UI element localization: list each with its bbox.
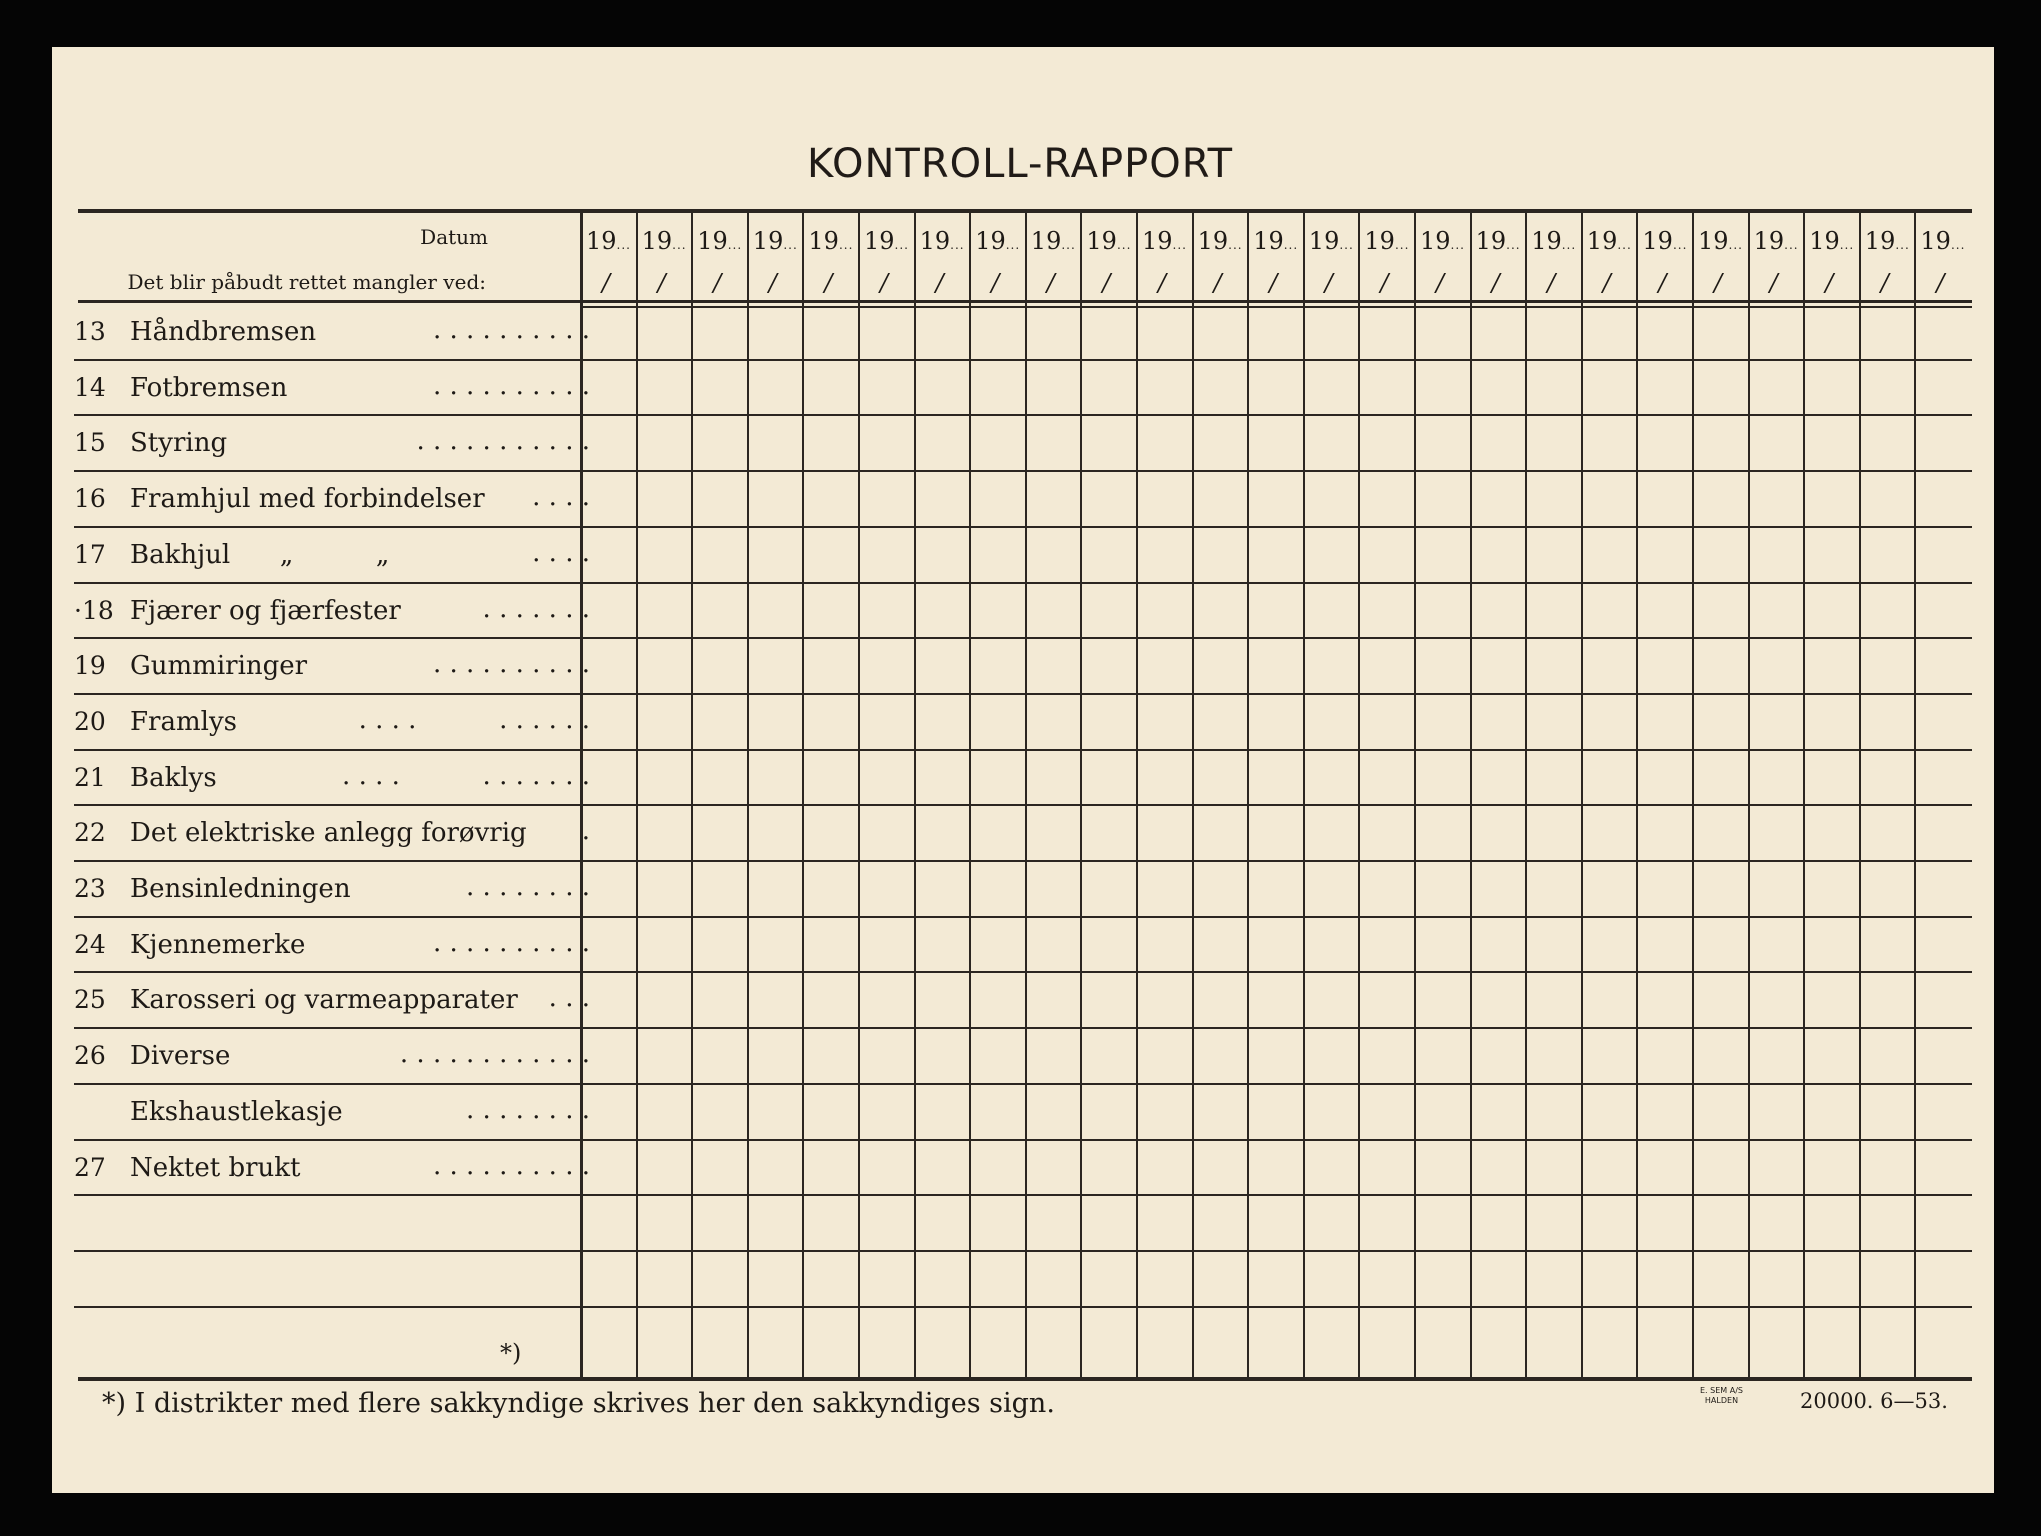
item-label: Ekshaustlekasje xyxy=(130,1096,343,1127)
year-prefix-text: 19 xyxy=(864,227,895,255)
date-slash: / xyxy=(1547,269,1556,297)
year-prefix xyxy=(1198,227,1243,255)
row-line xyxy=(74,693,1972,695)
bottom-rule xyxy=(78,1377,1972,1381)
item-leader-dots: . . . . . . . . . . . xyxy=(416,426,590,457)
year-prefix-text: 19 xyxy=(752,227,784,255)
item-label: Bensinledningen xyxy=(130,874,351,904)
item-leader-dots: . . . . xyxy=(532,482,590,513)
footnote: *) I distrikter med flere sakkyndige skrives her den sakkyndiges sign. xyxy=(102,1388,1055,1419)
year-prefix xyxy=(1309,227,1354,255)
year-blank: ... xyxy=(838,238,854,252)
year-blank: ... xyxy=(1561,238,1577,252)
printer-mark xyxy=(1700,1386,1743,1406)
item-leader-dots: . . . . . . . . . . xyxy=(432,370,590,401)
year-prefix-text: 19 xyxy=(697,227,728,255)
date-slash: / xyxy=(1769,269,1778,297)
item-leader-dots: . . . . . . . . . . . xyxy=(342,760,590,791)
year-blank: ... xyxy=(1950,238,1966,252)
date-slash: / xyxy=(1602,269,1611,297)
year-prefix-text: 19 xyxy=(1086,227,1117,255)
column-line xyxy=(1803,213,1805,1377)
year-prefix xyxy=(1809,227,1854,255)
date-slash: / xyxy=(1936,269,1945,297)
year-blank: ... xyxy=(950,238,965,252)
date-slash: / xyxy=(602,269,611,297)
date-slash: / xyxy=(991,269,1000,297)
row-line xyxy=(74,1250,1972,1252)
item-number: 20 xyxy=(74,706,106,736)
year-prefix-text: 19 xyxy=(1420,227,1451,255)
item-label: Gummiringer xyxy=(130,651,308,682)
year-prefix-text: 19 xyxy=(641,227,673,255)
date-slash: / xyxy=(1324,269,1333,297)
year-prefix-text: 19 xyxy=(1531,227,1562,255)
year-prefix-text: 19 xyxy=(1030,227,1062,255)
year-prefix xyxy=(1031,227,1076,255)
item-label: Framlys xyxy=(130,706,237,737)
column-line xyxy=(1414,213,1416,1377)
item-number: 23 xyxy=(74,874,106,903)
year-prefix xyxy=(1754,227,1799,255)
column-line xyxy=(1025,213,1027,1377)
item-number: 16 xyxy=(74,484,106,514)
year-prefix xyxy=(1642,227,1687,255)
column-line xyxy=(1080,213,1082,1377)
item-leader-dots: . . . . . . . . . . . . xyxy=(399,1039,590,1070)
row-line xyxy=(74,470,1972,472)
year-prefix-text: 19 xyxy=(1253,227,1284,255)
item-label: Framhjul med forbindelser xyxy=(130,484,485,515)
date-slash: / xyxy=(657,269,666,297)
item-leader-dots: . . . . . . . . . . xyxy=(432,649,590,680)
year-prefix xyxy=(753,227,798,255)
item-label: Kjennemerke xyxy=(130,929,306,960)
item-label: Bakhjul „ „ xyxy=(130,539,390,570)
year-prefix-text: 19 xyxy=(1364,227,1395,255)
year-prefix xyxy=(642,227,687,255)
row-line xyxy=(74,637,1972,639)
column-line xyxy=(1859,213,1861,1377)
item-label: Nektet brukt xyxy=(130,1152,301,1183)
item-number: 21 xyxy=(74,762,106,792)
item-label: Fotbremsen xyxy=(130,372,288,403)
column-line xyxy=(1247,213,1249,1377)
year-prefix-text: 19 xyxy=(586,227,617,255)
item-number: 17 xyxy=(74,539,106,569)
year-blank: ... xyxy=(672,238,687,252)
date-slash: / xyxy=(1714,269,1723,297)
year-blank: ... xyxy=(1728,238,1743,252)
item-label: Fjærer og fjærfester xyxy=(130,595,401,626)
year-blank: ... xyxy=(1005,238,1021,252)
year-prefix xyxy=(808,227,853,255)
year-blank: ... xyxy=(1172,238,1187,252)
year-prefix-text: 19 xyxy=(1586,227,1618,255)
item-leader-dots: . . . . . . . . . . xyxy=(358,704,590,735)
header-rule-inner xyxy=(580,306,1972,308)
year-prefix-text: 19 xyxy=(1475,227,1507,255)
column-line xyxy=(636,213,638,1377)
year-prefix xyxy=(1476,227,1521,255)
year-prefix xyxy=(975,227,1020,255)
date-slash: / xyxy=(880,269,889,297)
row-line xyxy=(74,971,1972,973)
datum-label: Datum xyxy=(420,225,488,249)
item-leader-dots: . . . . . . . xyxy=(482,593,590,624)
row-line xyxy=(74,1083,1972,1085)
year-blank: ... xyxy=(1895,238,1910,252)
item-label: Styring xyxy=(130,428,228,459)
item-label: Diverse xyxy=(130,1041,231,1072)
year-prefix xyxy=(1920,227,1965,255)
year-blank: ... xyxy=(783,238,798,252)
column-line xyxy=(747,213,749,1377)
row-line xyxy=(74,359,1972,361)
column-line xyxy=(1358,213,1360,1377)
date-slash: / xyxy=(1491,269,1500,297)
item-leader-dots: . . . xyxy=(548,983,590,1014)
year-blank: ... xyxy=(1283,238,1299,252)
year-prefix xyxy=(1142,227,1187,255)
year-prefix xyxy=(1420,227,1465,255)
item-number: 19 xyxy=(74,651,106,681)
item-label: Karosseri og varmeapparater xyxy=(130,985,518,1016)
year-prefix-text: 19 xyxy=(1308,227,1340,255)
column-line xyxy=(1636,213,1638,1377)
printer-name: E. SEM A/S xyxy=(1700,1386,1743,1395)
column-line xyxy=(914,213,916,1377)
date-slash: / xyxy=(1380,269,1389,297)
year-prefix xyxy=(586,227,631,255)
row-line xyxy=(74,1306,1972,1308)
year-blank: ... xyxy=(1672,238,1688,252)
form-title: KONTROLL-RAPPORT xyxy=(806,141,1234,187)
column-line xyxy=(1470,213,1472,1377)
date-slash: / xyxy=(1880,269,1889,297)
year-blank: ... xyxy=(1506,238,1521,252)
year-blank: ... xyxy=(1116,238,1132,252)
item-label: Håndbremsen xyxy=(130,317,317,347)
year-prefix-text: 19 xyxy=(1864,227,1896,255)
year-prefix xyxy=(1086,227,1131,255)
year-prefix-text: 19 xyxy=(1920,227,1951,255)
row-line xyxy=(74,916,1972,918)
year-prefix-text: 19 xyxy=(1197,227,1229,255)
row-line xyxy=(74,860,1972,862)
item-number: 14 xyxy=(74,372,106,402)
item-number: 24 xyxy=(74,929,106,959)
item-label: Baklys xyxy=(130,762,217,793)
row-line xyxy=(74,1139,1972,1141)
date-slash: / xyxy=(768,269,777,297)
item-number: 26 xyxy=(74,1041,106,1071)
year-blank: ... xyxy=(616,238,631,252)
date-slash: / xyxy=(935,269,944,297)
printer-city: HALDEN xyxy=(1704,1396,1739,1405)
column-line xyxy=(1525,213,1527,1377)
year-blank: ... xyxy=(1839,238,1855,252)
year-prefix xyxy=(920,227,965,255)
date-slash: / xyxy=(1825,269,1834,297)
item-leader-dots: . . . . xyxy=(532,537,590,568)
date-slash: / xyxy=(713,269,722,297)
column-line xyxy=(691,213,693,1377)
item-leader-dots: . . . . . . . . . . xyxy=(432,927,590,958)
year-blank: ... xyxy=(1339,238,1354,252)
column-line xyxy=(1192,213,1194,1377)
date-slash: / xyxy=(824,269,833,297)
year-blank: ... xyxy=(1061,238,1076,252)
date-slash: / xyxy=(1046,269,1055,297)
date-slash: / xyxy=(1436,269,1445,297)
year-blank: ... xyxy=(1228,238,1243,252)
date-slash: / xyxy=(1658,269,1667,297)
column-line xyxy=(969,213,971,1377)
item-number: 22 xyxy=(74,818,106,848)
year-prefix-text: 19 xyxy=(1753,227,1785,255)
row-line xyxy=(74,582,1972,584)
year-prefix-text: 19 xyxy=(1698,227,1729,255)
column-line xyxy=(1581,213,1583,1377)
item-number: 25 xyxy=(74,985,106,1015)
year-blank: ... xyxy=(727,238,743,252)
item-number: 27 xyxy=(74,1152,106,1182)
column-line xyxy=(802,213,804,1377)
row-line xyxy=(74,804,1972,806)
year-prefix-text: 19 xyxy=(919,227,951,255)
year-blank: ... xyxy=(1784,238,1799,252)
year-blank: ... xyxy=(894,238,909,252)
row-line xyxy=(74,749,1972,751)
header-subtitle: Det blir påbudt rettet mangler ved: xyxy=(127,270,486,294)
row-line xyxy=(74,414,1972,416)
row-line xyxy=(74,1027,1972,1029)
year-blank: ... xyxy=(1617,238,1632,252)
date-slash: / xyxy=(1213,269,1222,297)
year-prefix xyxy=(1587,227,1632,255)
year-prefix xyxy=(864,227,909,255)
item-leader-dots: . . . . . . . . . . xyxy=(432,1150,590,1181)
item-leader-dots: . xyxy=(581,816,590,847)
column-line xyxy=(1748,213,1750,1377)
year-prefix-text: 19 xyxy=(975,227,1006,255)
year-prefix xyxy=(1364,227,1409,255)
date-slash: / xyxy=(1158,269,1167,297)
column-line xyxy=(1692,213,1694,1377)
item-number: 13 xyxy=(74,317,106,346)
column-line xyxy=(858,213,860,1377)
item-label: Det elektriske anlegg forøvrig xyxy=(130,818,527,849)
year-prefix xyxy=(1531,227,1576,255)
signature-marker: *) xyxy=(500,1339,522,1367)
year-prefix-text: 19 xyxy=(1642,227,1673,255)
item-leader-dots: . . . . . . . . xyxy=(466,1094,590,1125)
date-slash: / xyxy=(1102,269,1111,297)
column-line xyxy=(1914,213,1916,1377)
row-line xyxy=(74,1194,1972,1196)
item-leader-dots: . . . . . . . . . . xyxy=(432,315,590,345)
year-prefix-text: 19 xyxy=(1809,227,1840,255)
year-prefix xyxy=(1698,227,1743,255)
year-prefix xyxy=(697,227,742,255)
print-run: 20000. 6—53. xyxy=(1800,1389,1948,1413)
year-prefix-text: 19 xyxy=(808,227,839,255)
year-prefix xyxy=(1253,227,1298,255)
item-number: ·18 xyxy=(74,595,114,625)
date-slash: / xyxy=(1269,269,1278,297)
year-prefix-text: 19 xyxy=(1142,227,1173,255)
inspection-card xyxy=(52,47,1994,1493)
item-number: 15 xyxy=(74,428,106,458)
year-blank: ... xyxy=(1394,238,1410,252)
year-prefix xyxy=(1865,227,1910,255)
column-line xyxy=(1136,213,1138,1377)
column-line xyxy=(1303,213,1305,1377)
year-blank: ... xyxy=(1450,238,1465,252)
row-line xyxy=(74,526,1972,528)
item-leader-dots: . . . . . . . . xyxy=(466,872,590,902)
